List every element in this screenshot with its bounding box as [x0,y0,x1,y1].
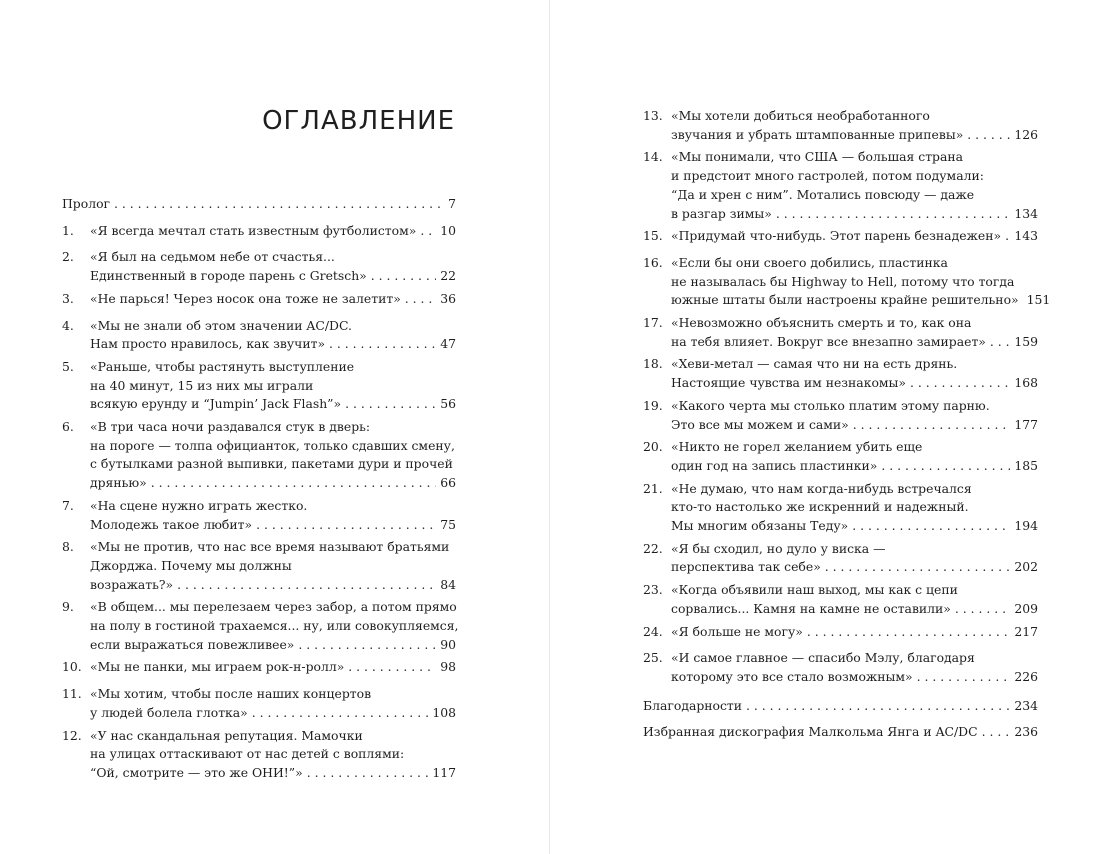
chapter-title [671,355,1038,392]
chapter-title-last-line [90,764,456,783]
chapter-title-line: Пролог [62,196,111,211]
chapter-title-line: Единственный в городе парень с Gretsch» [90,268,367,284]
chapter-title-last-line [671,416,1038,435]
toc-entry [643,148,1038,223]
page-number: 217 [1014,623,1038,639]
chapter-title-last-line [90,290,456,309]
toc-entry [643,480,1038,536]
chapter-title-line: Молодежь такое любит» [90,516,253,532]
chapter-title-last-line [671,600,1038,619]
chapter-title [671,581,1038,618]
chapter-title-line: «Мы хотим, чтобы после наших концертов [90,686,372,702]
toc-entry [643,107,1038,144]
chapter-title-line: «Раньше, чтобы растянуть выступление [90,358,355,374]
chapter-title-last-line [671,333,1038,352]
dot-leader [746,697,1010,716]
chapter-number: 24. [643,623,663,639]
page-number: 117 [432,764,456,780]
chapter-title-last-line [90,222,456,241]
toc-entry [643,314,1038,351]
chapter-number: 19. [643,397,663,413]
toc-entry [62,538,456,594]
dot-leader [348,658,436,677]
chapter-title-line: «И самое главное — спасибо Мэлу, благодаря [671,650,975,666]
chapter-title [90,598,459,654]
dot-leader [955,600,1010,619]
chapter-number: 17. [643,315,663,331]
chapter-title-line: Джорджа. Почему мы должны [90,557,292,573]
chapter-title [90,418,456,493]
chapter-title [90,248,456,285]
chapter-title-line: на 40 минут, 15 из них мы играли [90,377,314,393]
page-title: ОГЛАВЛЕНИЕ [262,106,455,136]
chapter-number: 2. [62,249,74,265]
chapter-title-line: южные штаты были настроены крайне решительно» [671,292,1019,308]
chapter-title-last-line [90,395,456,414]
chapter-title [90,538,456,594]
chapter-title-last-line [671,457,1038,476]
dot-leader [967,126,1010,145]
chapter-title-line: «Я больше не могу» [671,623,803,639]
dot-leader [371,267,436,286]
toc-entry [62,685,456,722]
toc-entry [643,581,1038,618]
page-number: 56 [440,396,456,412]
chapter-title-line: с бутылками разной выпивки, пакетами дури и прочей [90,456,453,472]
chapter-title [643,723,1038,742]
chapter-title-line: на улицах оттаскивают от нас детей с воплями: [90,746,405,762]
chapter-title [671,438,1038,475]
toc-entry [643,254,1051,310]
toc-entry [62,598,459,654]
chapter-number: 21. [643,480,663,496]
page-number: 177 [1014,416,1038,432]
chapter-title-last-line [671,291,1051,310]
page-number: 36 [440,290,456,306]
chapter-title [671,227,1038,246]
dot-leader [177,576,436,595]
chapter-title-line: «Какого черта мы столько платим этому парню. [671,397,990,413]
chapter-title-line: «Я бы сходил, но дуло у виска — [671,540,886,556]
chapter-title-line: «Мы хотели добиться необработанного [671,108,930,123]
chapter-title [671,623,1038,642]
chapter-title-line: на тебя влияет. Вокруг все внезапно замирает» [671,333,986,349]
chapter-title [90,358,456,414]
chapter-title-line: кто-то настолько же искренний и надежный. [671,499,969,515]
chapter-number: 12. [62,727,82,743]
dot-leader [852,517,1010,536]
dot-leader [807,623,1010,642]
toc-entry [62,290,456,309]
chapter-title-line: в разгар зимы» [671,205,772,221]
chapter-number: 4. [62,317,74,333]
page-number: 98 [440,659,456,675]
chapter-title-line: Мы многим обязаны Теду» [671,518,849,534]
page-number: 134 [1014,205,1038,221]
dot-leader [982,723,1011,742]
dot-leader [345,395,436,414]
chapter-title-line: «Никто не горел желанием убить еще [671,439,923,455]
toc-entry [62,195,456,214]
chapter-number: 9. [62,599,74,615]
page-number: 236 [1014,724,1038,740]
chapter-title [671,254,1051,310]
chapter-title-line: «Хеви-метал — самая что ни на есть дрянь. [671,356,958,372]
chapter-title-last-line [671,668,1038,687]
chapter-title-line: у людей болела глотка» [90,704,248,720]
chapter-title-line: «На сцене нужно играть жестко. [90,497,308,513]
dot-leader [420,222,436,241]
chapter-number: 22. [643,540,663,556]
chapter-title-last-line [671,205,1038,224]
chapter-title-last-line [90,658,456,677]
dot-leader [1005,227,1010,246]
chapter-title-line: звучания и убрать штампованные припевы» [671,126,964,142]
chapter-title-line: и предстоит много гастролей, потом подумали: [671,168,984,184]
toc-entry [62,358,456,414]
toc-left-column [62,195,459,787]
chapter-title-line: «Невозможно объяснить смерть и то, как она [671,315,972,331]
page-number: 185 [1014,457,1038,473]
toc-entry [62,658,456,677]
chapter-number: 10. [62,659,82,675]
chapter-title-line: «В общем... мы перелезаем через забор, а потом прямо [90,599,457,615]
chapter-title-line: «Я всегда мечтал стать известным футболистом» [90,222,417,238]
chapter-title-last-line [671,126,1038,145]
chapter-title-last-line [90,516,456,535]
chapter-title-line: «Когда объявили наш выход, мы как с цепи [671,582,958,598]
chapter-title [671,107,1038,144]
toc-entry [643,697,1038,716]
chapter-title [671,649,1038,686]
chapter-title-line: на пороге — толпа официанток, только сдавших смену, [90,437,455,453]
chapter-title-last-line [90,704,456,723]
toc-entry [62,317,456,354]
dot-leader [881,457,1010,476]
chapter-number: 3. [62,290,74,306]
chapter-title [90,290,456,309]
chapter-title-line: перспектива так себе» [671,559,821,575]
chapter-number: 11. [62,686,82,702]
chapter-title-line: «Не парься! Через носок она тоже не залетит» [90,290,401,306]
chapter-title [671,397,1038,434]
chapter-title-line: «Мы не знали об этом значении AC/DC. [90,317,352,333]
page-number: 159 [1014,333,1038,349]
chapter-title-last-line [90,576,456,595]
dot-leader [825,558,1011,577]
chapter-title [90,497,456,534]
toc-entry [643,355,1038,392]
page-number: 75 [440,516,456,532]
chapter-title-line: «У нас скандальная репутация. Мамочки [90,727,363,743]
chapter-title-line: возражать?» [90,576,174,592]
page-number: 234 [1014,697,1038,713]
dot-leader [307,764,429,783]
chapter-title [90,685,456,722]
chapter-title-last-line [643,697,1038,716]
chapter-title-line: «Не думаю, что нам когда-нибудь встречался [671,480,972,496]
chapter-title-line: «В три часа ночи раздавался стук в дверь: [90,419,371,435]
dot-leader [329,335,436,354]
dot-leader [252,704,429,723]
chapter-title [90,727,456,783]
chapter-title-line: «Если бы они своего добились, пластинка [671,254,948,270]
chapter-title [671,540,1038,577]
page-number: 10 [440,222,456,238]
toc-entry [643,540,1038,577]
chapter-number: 1. [62,222,74,238]
chapter-title-last-line [90,267,456,286]
chapter-title-line: «Мы понимали, что США — большая страна [671,149,964,165]
page-number: 202 [1014,559,1038,575]
dot-leader [990,333,1010,352]
toc-entry [62,222,456,241]
chapter-title-last-line [671,517,1038,536]
chapter-title-last-line [671,623,1038,642]
chapter-title-line: если выражаться повежливее» [90,636,295,652]
chapter-title-line: всякую ерунду и “Jumpin’ Jack Flash”» [90,396,342,412]
chapter-number: 6. [62,419,74,435]
chapter-title-line: на полу в гостиной трахаемся... ну, или совокупляемся, [90,618,459,634]
toc-entry [643,438,1038,475]
chapter-title-last-line [671,227,1038,246]
chapter-number: 18. [643,356,663,372]
dot-leader [917,668,1011,687]
chapter-number: 13. [643,108,663,123]
chapter-title-last-line [643,723,1038,742]
chapter-title-line: сорвались... Камня на камне не оставили» [671,600,951,616]
toc-right-column [643,107,1051,750]
chapter-title [671,480,1038,536]
dot-leader [405,290,436,309]
chapter-title-last-line [671,558,1038,577]
dot-leader [853,416,1011,435]
toc-entry [643,649,1038,686]
chapter-title-line: Благодарности [643,697,743,713]
dot-leader [298,636,436,655]
toc-entry [643,397,1038,434]
chapter-title-line: дрянью» [90,475,147,491]
chapter-title [90,658,456,677]
page-number: 108 [432,704,456,720]
chapter-title-last-line [90,474,456,493]
chapter-title [671,314,1038,351]
chapter-number: 25. [643,650,663,666]
chapter-title-last-line [62,195,456,214]
toc-entry [62,418,456,493]
chapter-title-line: которому это все стало возможным» [671,668,913,684]
chapter-number: 8. [62,539,74,555]
page-number: 168 [1014,375,1038,391]
page-number: 151 [1026,292,1051,308]
chapter-number: 15. [643,228,663,244]
page-number: 126 [1014,126,1038,142]
page-number: 209 [1014,600,1038,616]
chapter-number: 20. [643,439,663,455]
chapter-title-line: «Мы не против, что нас все время называют братьями [90,539,450,555]
chapter-title-last-line [90,335,456,354]
page-number: 7 [448,196,456,211]
chapter-title [671,148,1038,223]
page-number: 84 [440,576,456,592]
page-number: 226 [1014,668,1038,684]
chapter-number: 23. [643,582,663,598]
dot-leader [256,516,436,535]
chapter-title-line: “Ой, смотрите — это же ОНИ!”» [90,764,303,780]
toc-entry [643,227,1038,246]
page-number: 22 [440,268,456,284]
chapter-number: 5. [62,358,74,374]
page-number: 47 [440,336,456,352]
chapter-number: 14. [643,149,663,165]
chapter-title-line: один год на запись пластинки» [671,457,878,473]
chapter-number: 7. [62,497,74,513]
chapter-title [90,222,456,241]
chapter-title [90,317,456,354]
dot-leader [114,195,444,214]
chapter-title [643,697,1038,716]
chapter-number: 16. [643,254,663,270]
dot-leader [910,374,1010,393]
chapter-title-line: “Да и хрен с ним”. Мотались повсюду — даже [671,186,975,202]
chapter-title-line: «Я был на седьмом небе от счастья... [90,249,335,265]
chapter-title-last-line [671,374,1038,393]
chapter-title [62,195,456,214]
dot-leader [151,474,436,493]
chapter-title-line: Настоящие чувства им незнакомы» [671,375,906,391]
chapter-title-line: Избранная дискография Малкольма Янга и AC/DC [643,724,978,740]
toc-entry [62,497,456,534]
chapter-title-last-line [90,636,456,655]
toc-entry [62,727,456,783]
toc-entry [643,723,1038,742]
chapter-title-line: «Мы не панки, мы играем рок-н-ролл» [90,659,345,675]
chapter-title-line: Нам просто нравилось, как звучит» [90,336,326,352]
toc-entry [643,623,1038,642]
toc-entry [62,248,456,285]
page-number: 66 [440,475,456,491]
page-number: 194 [1014,518,1038,534]
page-number: 90 [440,636,456,652]
dot-leader [776,205,1011,224]
chapter-title-line: не называлась бы Highway to Hell, потому что тогда [671,273,1015,289]
chapter-title-line: Это все мы можем и сами» [671,416,849,432]
page-number: 143 [1014,228,1038,244]
chapter-title-line: «Придумай что-нибудь. Этот парень безнадежен» [671,228,1002,244]
